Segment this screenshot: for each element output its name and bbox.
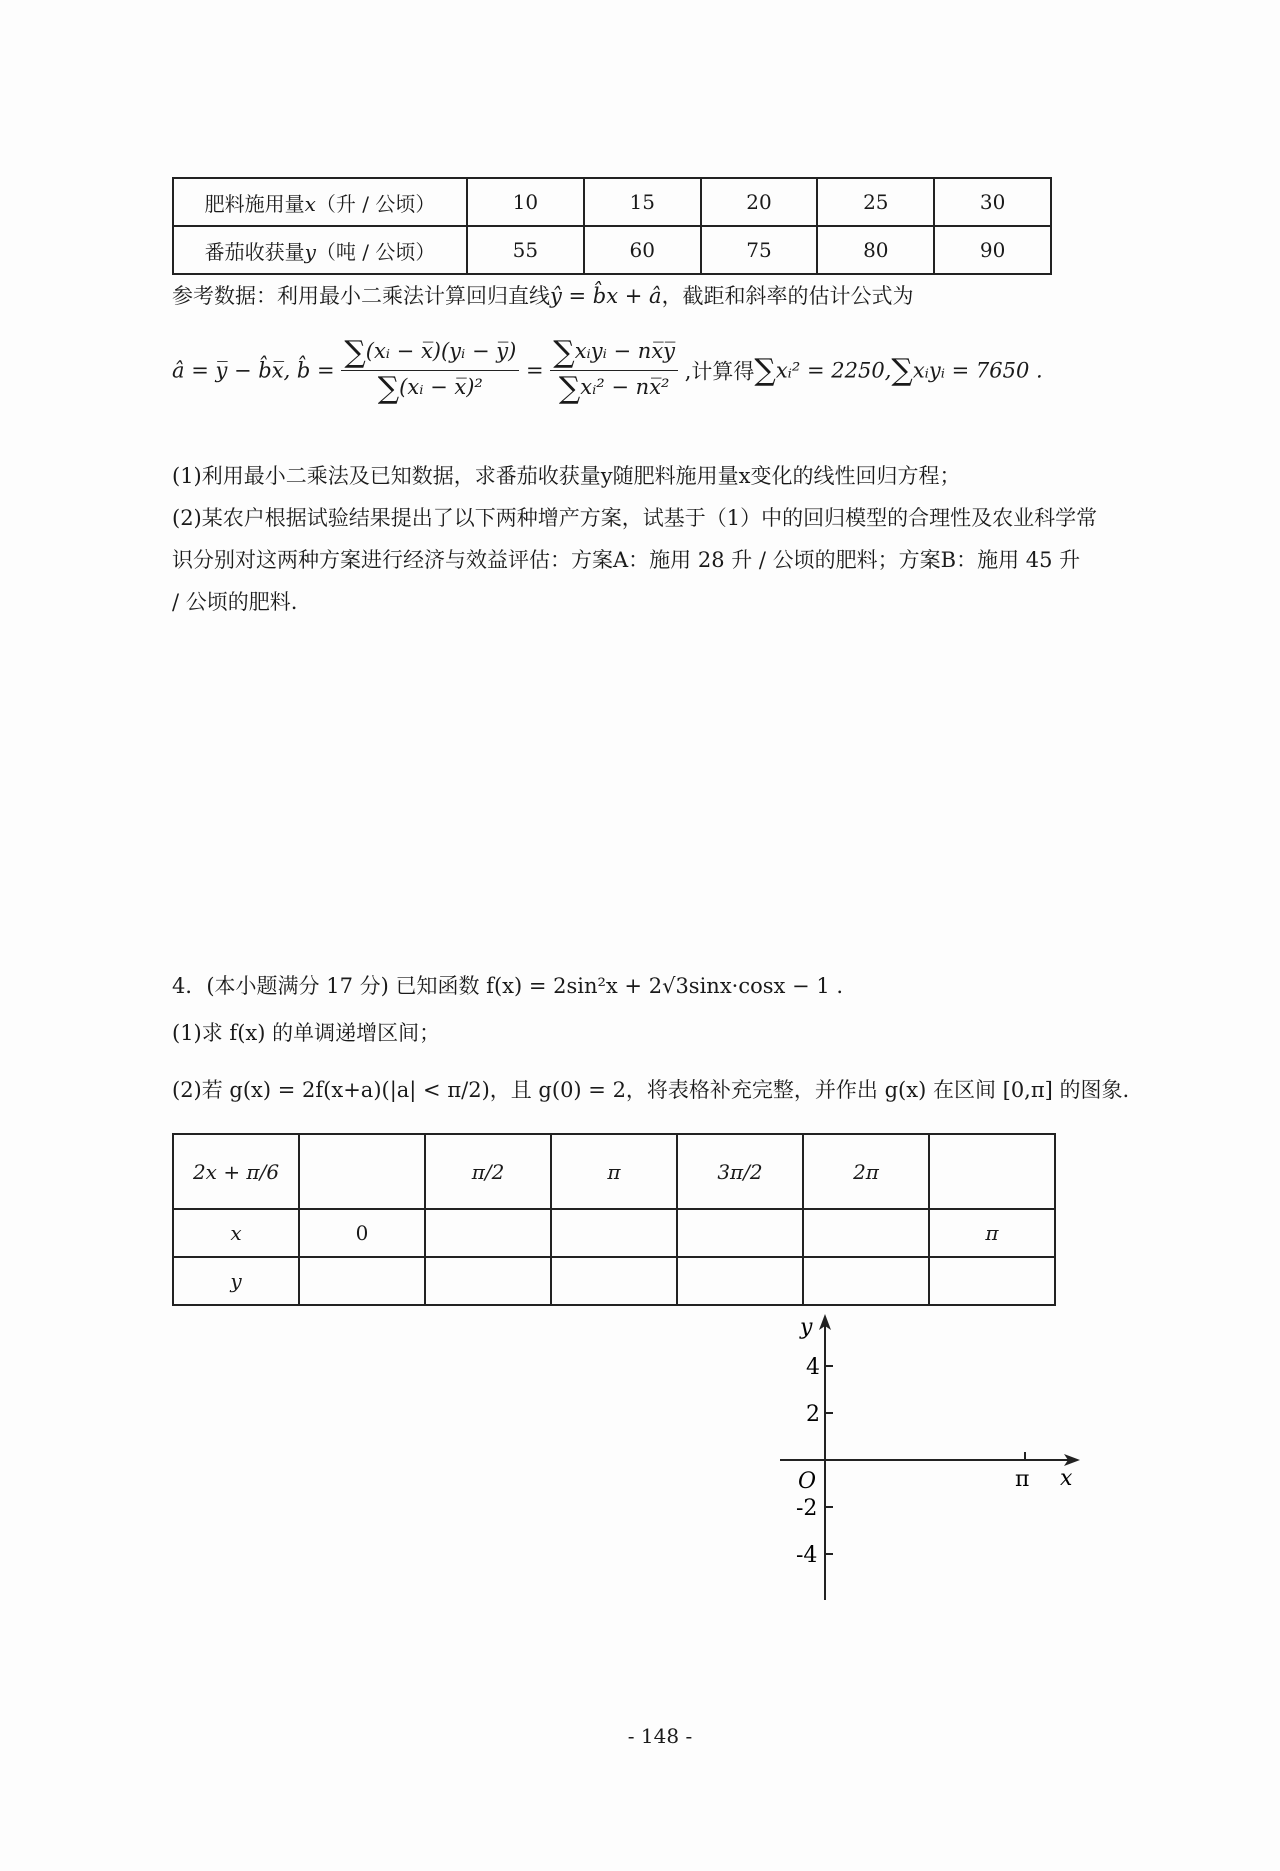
table-cell: 20 (701, 178, 818, 226)
table-cell: 75 (701, 226, 818, 274)
table-cell: π/2 (425, 1134, 551, 1209)
table-cell: 15 (584, 178, 701, 226)
fill-in-table (172, 1133, 1056, 1306)
table-cell (929, 1134, 1055, 1209)
table-cell: 2π (803, 1134, 929, 1209)
table-row (173, 226, 1051, 274)
table-cell (677, 1209, 803, 1257)
table-row (173, 1209, 1055, 1257)
y-tick-label: -2 (796, 1496, 818, 1521)
page-number: - 148 - (627, 1724, 693, 1748)
fertilizer-yield-table (172, 177, 1052, 275)
reference-line: 参考数据：利用最小二乘法计算回归直线ŷ = b̂x + â，截距和斜率的估计公式为 (172, 284, 914, 308)
table-cell (299, 1134, 425, 1209)
q4-part2: (2)若 g(x) = 2f(x+a)(|a| < π/2)，且 g(0) = 2，将表格补充完整，并作出 g(x) 在区间 [0,π] 的图象. (172, 1078, 1130, 1102)
y-axis-label: y (800, 1315, 813, 1340)
origin-label: O (798, 1469, 817, 1494)
row-label-y: y (173, 1257, 299, 1305)
table-cell (803, 1257, 929, 1305)
table-cell: 3π/2 (677, 1134, 803, 1209)
q4-part1: (1)求 f(x) 的单调递增区间； (172, 1021, 441, 1045)
table-cell: 25 (817, 178, 934, 226)
q4-header: 4．(本小题满分 17 分) 已知函数 f(x) = 2sin²x + 2√3sinx·cosx − 1 . (172, 974, 844, 998)
table-cell: 80 (817, 226, 934, 274)
table-cell: 30 (934, 178, 1051, 226)
table-cell (551, 1257, 677, 1305)
table-cell: 90 (934, 226, 1051, 274)
table-cell (299, 1257, 425, 1305)
table-cell: 0 (299, 1209, 425, 1257)
table-cell: π (551, 1134, 677, 1209)
pi-label: π (1015, 1467, 1030, 1492)
row-label-x: x (173, 1209, 299, 1257)
table-cell (677, 1257, 803, 1305)
table-cell: π (929, 1209, 1055, 1257)
q3-part2: (2)某农户根据试验结果提出了以下两种增产方案，试基于（1）中的回归模型的合理性及农业科学常 识分别对这两种方案进行经济与效益评估：方案A：施用 28 升 / 公顷的肥料；方案B：施用 45 升 / 公顷的肥料. (172, 506, 1098, 614)
y-tick-label: -4 (796, 1543, 818, 1568)
table-cell (425, 1257, 551, 1305)
table-cell (803, 1209, 929, 1257)
table-row (173, 1257, 1055, 1305)
table-cell (551, 1209, 677, 1257)
row-label-yield: 番茄收获量y（吨 / 公顷） (173, 226, 467, 274)
slope-fraction-1: $\frac{\text{∑(xᵢ − x̅)(yᵢ − y̅)}}{\text{∑(xᵢ − x̅)²}}$ (341, 335, 519, 406)
coordinate-axes (770, 1310, 1100, 1610)
regression-formula: â = y̅ − b̂x̅, b̂ = $\frac{\text{∑(xᵢ − x̅)(yᵢ − y̅)}}{\text{∑(xᵢ − x̅)²}}$ = $\frac{\text{∑xᵢyᵢ − nx̅y̅}}{\text{∑xᵢ² − nx̅²}}$ ,计算得∑xᵢ² = 2250,∑xᵢyᵢ = 7650 . (172, 335, 1043, 406)
slope-fraction-2: $\frac{\text{∑xᵢyᵢ − nx̅y̅}}{\text{∑xᵢ² − nx̅²}}$ (550, 335, 678, 406)
row-label-fertilizer: 肥料施用量x（升 / 公顷） (173, 178, 467, 226)
table-cell (929, 1257, 1055, 1305)
table-row (173, 178, 1051, 226)
table-cell: 10 (467, 178, 584, 226)
x-axis-label: x (1060, 1466, 1073, 1491)
row-label-angle: 2x + π/6 (173, 1134, 299, 1209)
y-tick-label: 4 (806, 1355, 820, 1380)
table-cell (425, 1209, 551, 1257)
table-row (173, 1134, 1055, 1209)
table-cell: 60 (584, 226, 701, 274)
table-cell: 55 (467, 226, 584, 274)
q3-part1: (1)利用最小二乘法及已知数据，求番茄收获量y随肥料施用量x变化的线性回归方程； (172, 464, 961, 488)
y-tick-label: 2 (806, 1402, 820, 1427)
